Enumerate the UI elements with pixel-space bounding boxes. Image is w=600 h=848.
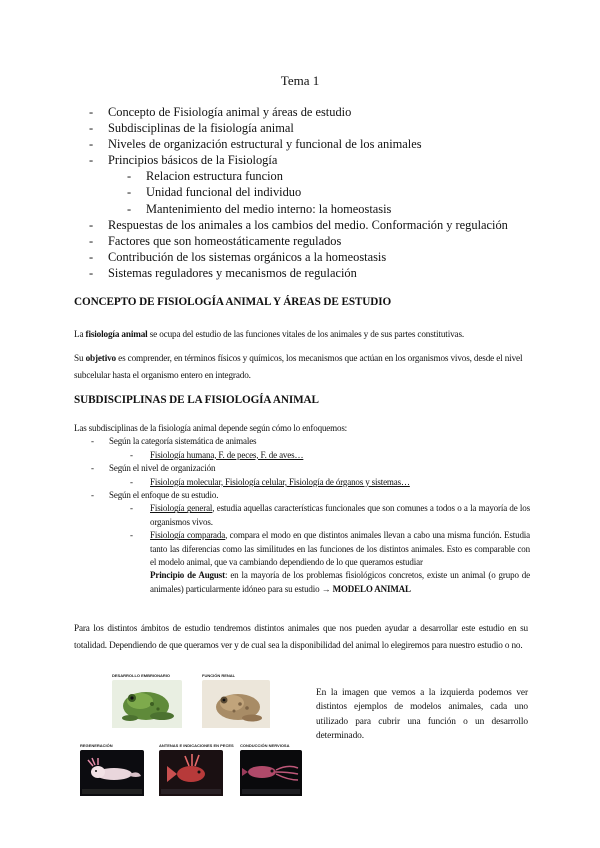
section-heading-concepto: CONCEPTO DE FISIOLOGÍA ANIMAL Y ÁREAS DE ESTUDIO	[74, 296, 392, 308]
toc-subitem: - Mantenimiento del medio interno: la homeostasis	[127, 201, 392, 216]
section-heading-subdisciplinas: SUBDISCIPLINAS DE LA FISIOLOGÍA ANIMAL	[74, 394, 319, 406]
term-fisiologia-animal: fisiología animal	[85, 329, 148, 339]
figure-description: En la imagen que vemos a la izquierda podemos ver distintos ejemplos de modelos animales, cada uno utilizado para cubrir una función o un desarrollo determinado.	[316, 688, 528, 741]
toc-subitem: - Relacion estructura funcion	[127, 169, 283, 184]
list-item: - Según el nivel de organización	[91, 463, 216, 474]
figure-caption: REGENERACIÓN	[80, 743, 113, 748]
list-item: - Según la categoría sistemática de animales	[91, 436, 257, 447]
figure-caption: CONDUCCIÓN NERVIOSA	[240, 743, 290, 748]
figure-caption: ANTENAS E INDICACIONES EN PECES	[159, 743, 234, 748]
fish-image	[159, 750, 223, 801]
term-objetivo: objetivo	[85, 353, 117, 363]
modelo-animal-label: MODELO ANIMAL	[332, 583, 411, 594]
subdisciplines-list	[74, 422, 530, 596]
toc-item: - Sistemas reguladores y mecanismos de regulación	[89, 265, 357, 280]
list-item: - Según el enfoque de su estudio.	[91, 490, 219, 501]
list-subitem-general: - Fisiología general, estudia aquellas características funcionales que son comunes a todos o a la mayoría de los organismos vivos.	[130, 503, 530, 527]
toc-item: - Respuestas de los animales a los cambios del medio. Conformación y regulación	[89, 217, 508, 232]
table-of-contents	[89, 104, 569, 281]
principle-august: Principio de August: en la mayoría de los problemas fisiológicos concretos, existe un animal (o grupo de animales) particularmente idóneo para su estudio → MODELO ANIMAL	[150, 570, 530, 594]
toc-item: - Contribución de los sistemas orgánicos a la homeostasis	[89, 249, 387, 264]
figure-caption: FUNCIÓN RENAL	[202, 673, 236, 678]
list-intro: Las subdisciplinas de la fisiología animal depende según cómo lo enfoquemos:	[74, 423, 348, 433]
list-subitem: - Fisiología humana, F. de peces, F. de aves…	[130, 449, 304, 460]
axolotl-image	[80, 750, 144, 801]
list-subitem: - Fisiología molecular, Fisiología celular, Fisiología de órganos y sistemas…	[130, 476, 410, 487]
squid-image	[240, 750, 302, 801]
paragraph-fisiologia-def: La fisiología animal se ocupa del estudio de las funciones vitales de los animales y de sus partes constitutivas.	[74, 329, 465, 339]
toc-subitem: - Unidad funcional del individuo	[127, 185, 302, 200]
toc-item: - Niveles de organización estructural y funcional de los animales	[89, 137, 422, 152]
figure-caption: DESARROLLO EMBRIONARIO	[112, 673, 170, 678]
page-title: Tema 1	[280, 73, 320, 88]
list-subitem-comparada: - Fisiología comparada, compara el modo en que distintos animales llevan a cabo una misma función. Estudia tanto las diferencias como las similitudes en las funciones de los distintos animales. Esto es comparable con el modelo animal, que va cambiando dependiendo de lo que queramos estudiar	[130, 530, 530, 568]
paragraph-closing: Para los distintos ámbitos de estudio tendremos distintos animales que nos pueden ayudar a desarrollar este estudio en su totalidad. Dependiendo de que queramos ver y de cual sea la disponibilidad del animal lo elegiremos para nuestro estudio o no.	[74, 623, 528, 650]
arrow-icon: →	[321, 583, 331, 594]
toc-item: - Concepto de Fisiología animal y áreas de estudio	[89, 105, 352, 119]
frog-image	[112, 680, 182, 733]
toad-image	[202, 680, 270, 733]
toc-item: - Factores que son homeostáticamente regulados	[89, 233, 342, 248]
toc-item: - Principios básicos de la Fisiología	[89, 153, 278, 168]
paragraph-objetivo: Su objetivo es comprender, en términos físicos y químicos, los mecanismos que actúan en los organismos vivos, desde el nivel subcelular hasta el organismo entero en integrado.	[74, 353, 523, 380]
toc-item: - Subdisciplinas de la fisiología animal	[89, 121, 294, 136]
